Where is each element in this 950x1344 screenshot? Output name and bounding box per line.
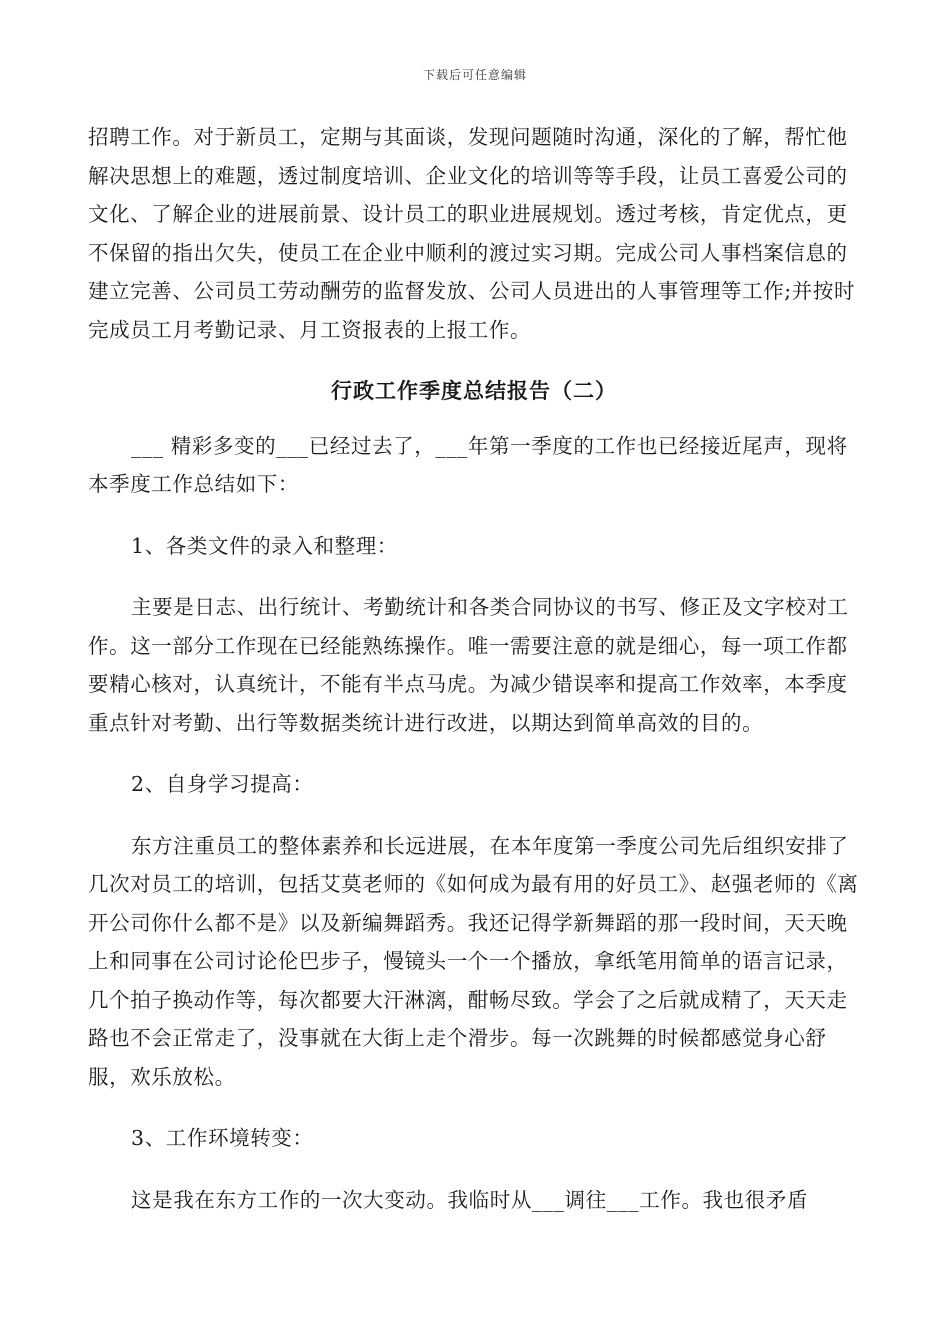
heading-1: 1、各类文件的录入和整理： (131, 533, 398, 558)
paragraph-4: 这是我在东方工作的一次大变动。我临时从___调往___工作。我也很矛盾 (131, 1187, 809, 1212)
paragraph-3: 东方注重员工的整体素养和长远进展，在本年度第一季度公司先后组织安排了几次对员工的培训，包括艾莫老师的《如何成为最有用的好员工》、赵强老师的《离开公司你什么都不是》以及新编舞蹈秀。我还记得学新舞蹈的那一段时间，天天晚上和同事在公司讨论伦巴步子，慢镜头一个一个播放，拿纸笔用简单的语言记录，几个拍子换动作等，每次都要大汗淋漓，酣畅尽致。学会了之后就成精了，天天走路也不会正常走了，没事就在大街上走个滑步。每一次跳舞的时候都感觉身心舒服，欢乐放松。 (88, 833, 859, 1089)
section-title: 行政工作季度总结报告（二） (331, 378, 617, 403)
heading-2: 2、自身学习提高： (131, 772, 314, 796)
heading-3: 3、工作环境转变： (131, 1126, 314, 1150)
document-body (88, 118, 860, 1219)
intro-paragraph: ___ 精彩多变的___已经过去了，___年第一季度的工作也已经接近尾声，现将本季度工作总结如下： (88, 433, 848, 496)
page-header: 下载后可任意编辑 (422, 68, 527, 82)
paragraph-continued: 招聘工作。对于新员工，定期与其面谈，发现问题随时沟通，深化的了解，帮忙他解决思想上的难题，透过制度培训、企业文化的培训等等手段，让员工喜爱公司的文化、了解企业的进展前景、设计员工的职业进展规划。透过考核，肯定优点，更不保留的指出欠失，使员工在企业中顺利的渡过实习期。完成公司人事档案信息的建立完善、公司员工劳动酬劳的监督发放、公司人员进出的人事管理等工作;并按时完成员工月考勤记录、月工资报表的上报工作。 (88, 125, 856, 342)
paragraph-2: 主要是日志、出行统计、考勤统计和各类合同协议的书写、修正及文字校对工作。这一部分工作现在已经能熟练操作。唯一需要注意的就是细心，每一项工作都要精心核对，认真统计，不能有半点马虎。为减少错误率和提高工作效率，本季度重点针对考勤、出行等数据类统计进行改进，以期达到简单高效的目的。 (88, 595, 849, 735)
